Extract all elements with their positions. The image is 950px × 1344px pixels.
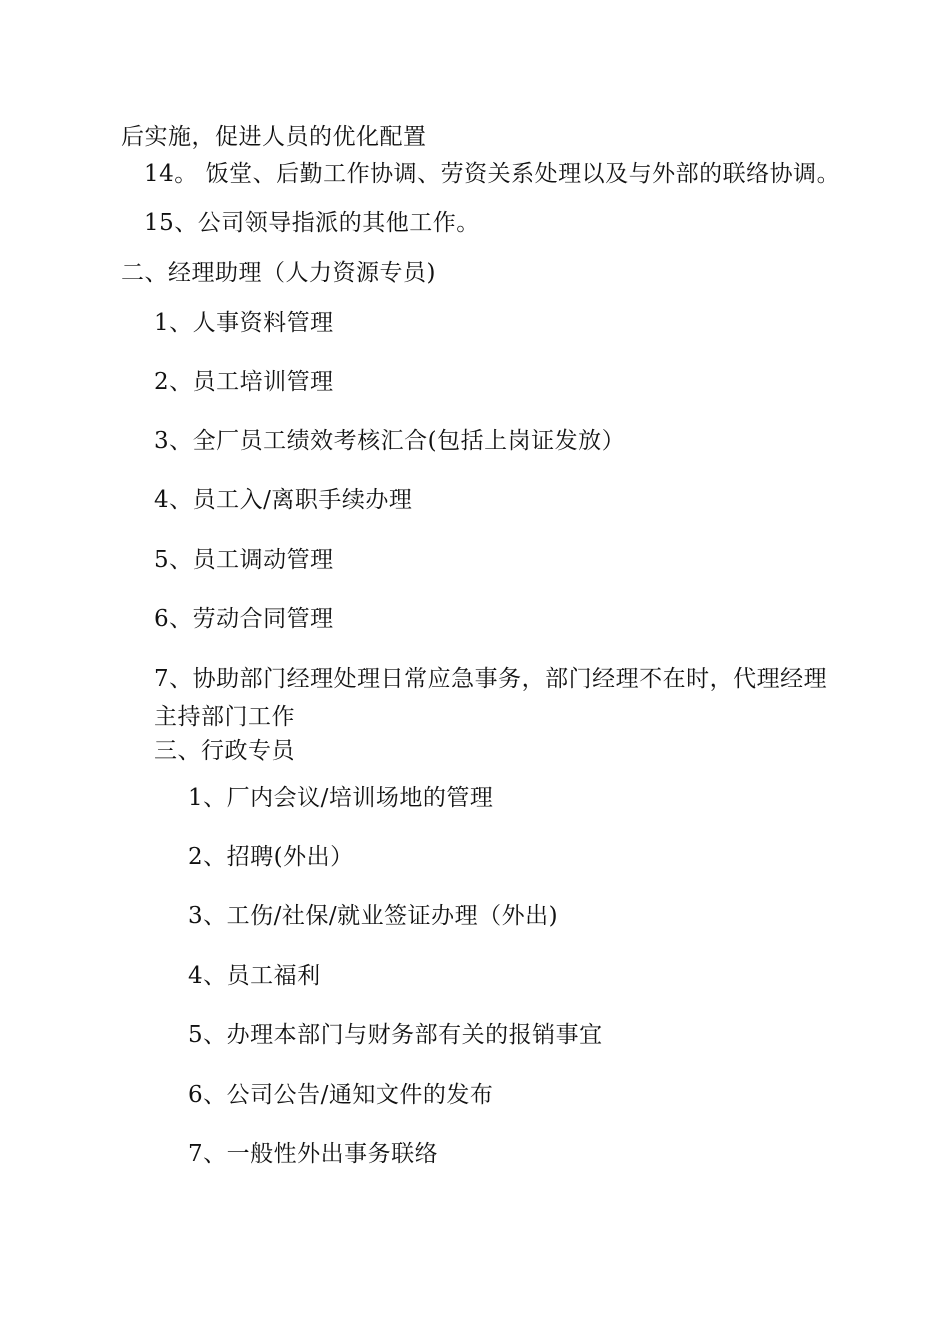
list-item: 4、员工福利 xyxy=(188,963,321,989)
list-item: 2、员工培训管理 xyxy=(154,369,334,395)
section-heading: 三、行政专员 xyxy=(154,738,295,764)
list-item: 6、劳动合同管理 xyxy=(154,606,334,632)
list-item: 6、公司公告/通知文件的发布 xyxy=(188,1082,494,1108)
list-item-continuation: 主持部门工作 xyxy=(154,704,295,730)
list-item: 3、工伤/社保/就业签证办理（外出) xyxy=(188,903,559,929)
list-item: 1、人事资料管理 xyxy=(154,310,334,336)
section-heading: 二、经理助理（人力资源专员) xyxy=(121,260,436,286)
list-item: 5、办理本部门与财务部有关的报销事宜 xyxy=(188,1022,603,1048)
list-item: 14。 饭堂、后勤工作协调、劳资关系处理以及与外部的联络协调。 xyxy=(144,161,841,187)
list-item: 15、公司领导指派的其他工作。 xyxy=(144,210,480,236)
list-item: 2、招聘(外出） xyxy=(188,844,354,870)
list-item: 7、一般性外出事务联络 xyxy=(188,1141,439,1167)
list-item: 7、协助部门经理处理日常应急事务，部门经理不在时，代理经理 xyxy=(154,666,828,692)
list-item: 3、全厂员工绩效考核汇合(包括上岗证发放） xyxy=(154,428,626,454)
list-item: 4、员工入/离职手续办理 xyxy=(154,487,413,513)
list-item: 5、员工调动管理 xyxy=(154,547,334,573)
continuation-text: 后实施，促进人员的优化配置 xyxy=(121,124,427,150)
list-item: 1、厂内会议/培训场地的管理 xyxy=(188,785,494,811)
